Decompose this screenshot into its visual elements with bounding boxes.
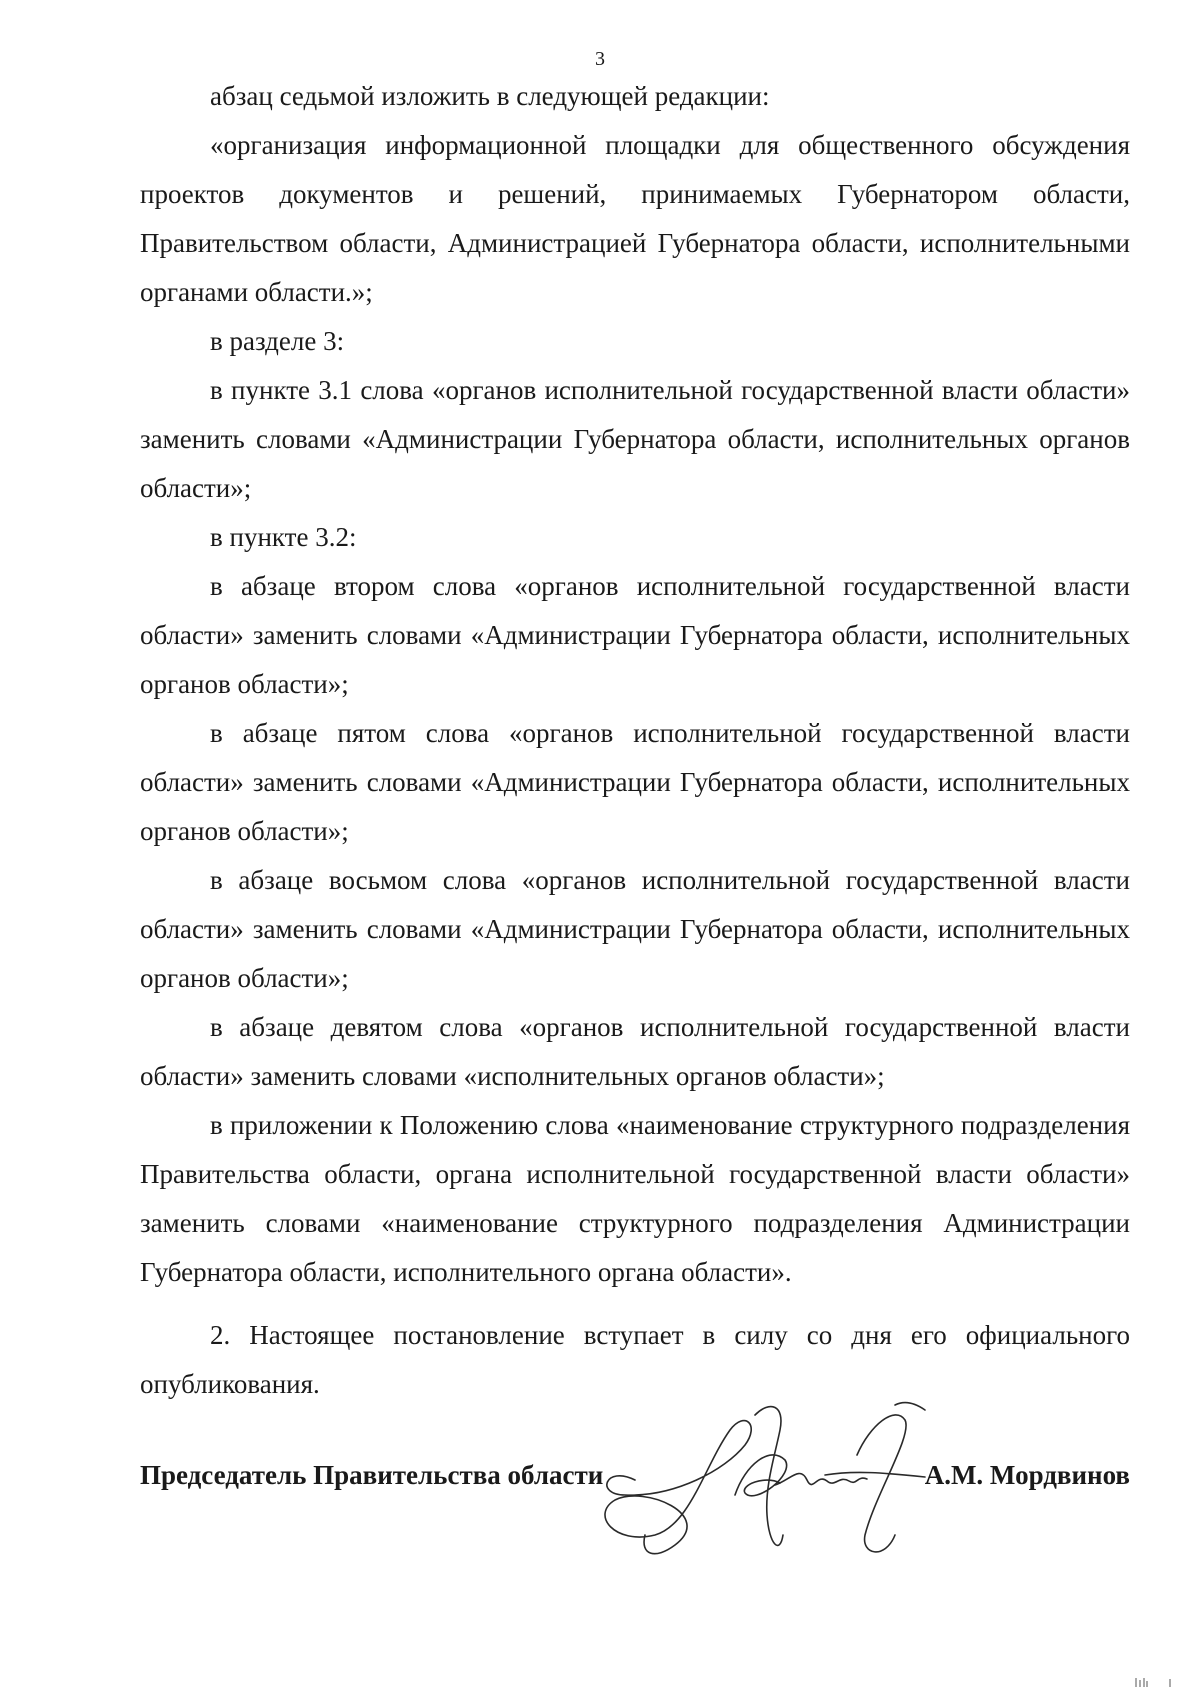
paragraph: в пункте 3.1 слова «органов исполнительной государственной власти области» заменить словами «Администрации Губернатора области, исполнительных органов области»;: [140, 375, 1130, 503]
paragraph-final: 2. Настоящее постановление вступает в силу со дня его официального опубликования.: [140, 1320, 1130, 1399]
paragraph: в абзаце восьмом слова «органов исполнительной государственной власти области» заменить словами «Администрации Губернатора области, исполнительных органов области»;: [140, 865, 1130, 993]
paragraph: абзац седьмой изложить в следующей редакции:: [210, 81, 770, 111]
paragraph: в пункте 3.2:: [210, 522, 357, 552]
paragraph: «организация информационной площадки для общественного обсуждения проектов документов и решений, принимаемых Губернатором области, Правительством области, Администрацией Губернатора области, исполнительными органами области.»;: [140, 130, 1130, 307]
handwritten-signature: [595, 1385, 935, 1585]
paragraph: в разделе 3:: [210, 326, 345, 356]
paragraph: в абзаце пятом слова «органов исполнительной государственной власти области» заменить словами «Администрации Губернатора области, исполнительных органов области»;: [140, 718, 1130, 846]
scan-edge-marks: [1130, 1676, 1190, 1688]
signatory-title: Председатель Правительства области: [140, 1460, 604, 1490]
page-number: 3: [595, 48, 605, 70]
paragraph: в абзаце втором слова «органов исполнительной государственной власти области» заменить словами «Администрации Губернатора области, исполнительных органов области»;: [140, 571, 1130, 699]
document-body: [140, 72, 1130, 1409]
paragraph: в приложении к Положению слова «наименование структурного подразделения Правительства области, органа исполнительной государственной власти области» заменить словами «наименование структурного подразделения Администрации Губернатора области, исполнительного органа области».: [140, 1110, 1130, 1287]
paragraph: в абзаце девятом слова «органов исполнительной государственной власти области» заменить словами «исполнительных органов области»;: [140, 1012, 1130, 1091]
signatory-name: А.М. Мордвинов: [924, 1460, 1130, 1490]
